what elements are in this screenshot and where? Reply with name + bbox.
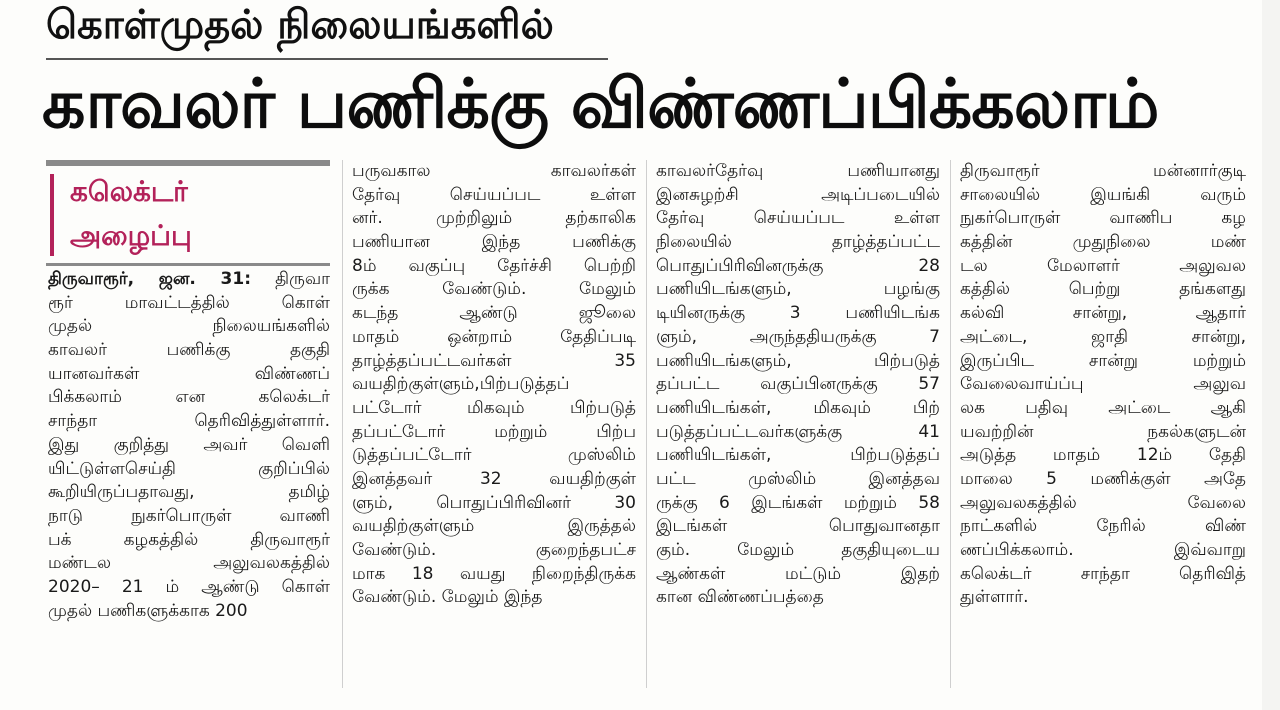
text-line: பருவகால காவலர்கள் — [352, 161, 636, 181]
text-line — [48, 268, 330, 292]
text-line: பட்ட முஸ்லிம் இனத்தவ — [656, 468, 940, 489]
page-edge — [1262, 0, 1280, 710]
text-line: பணியிடங்களும், பிற்படுத் — [656, 350, 940, 371]
subhead-line: அழைப்பு — [70, 219, 192, 252]
text-line: வேலைவாய்ப்பு அலுவ — [960, 374, 1246, 395]
text-line: இருப்பிட சான்று மற்றும் — [960, 350, 1246, 371]
text-line: திருவாரூர் மன்னார்குடி — [960, 161, 1246, 181]
text-line: ருக்கு 6 இடங்கள் மற்றும் 58 — [656, 492, 940, 513]
text-line: சாலையில் இயங்கி வரும் — [960, 184, 1246, 205]
text-line: ணப்பிக்கலாம். இவ்வாறு — [960, 540, 1246, 560]
text-line: வேண்டும். மேலும் இந்த — [352, 587, 543, 608]
text-line-rest: திருவா — [251, 269, 330, 289]
text-line: பொதுப்பிரிவினருக்கு 28 — [656, 255, 940, 276]
text-line: இனத்தவர் 32 வயதிற்குள் — [352, 468, 636, 489]
column-divider — [646, 160, 647, 688]
text-line: கத்தில் பெற்று தங்களது — [960, 279, 1246, 300]
text-line: படுத்தப்பட்டவர்களுக்கு 41 — [656, 421, 940, 442]
text-line: பக் கழகத்தில் திருவாரூர் — [48, 529, 330, 550]
text-line: வயதிற்குள்ளும் இருத்தல் — [352, 516, 636, 537]
text-line: வேண்டும். குறைந்தபட்ச — [352, 540, 636, 560]
text-line: லக பதிவு அட்டை ஆகி — [960, 397, 1246, 418]
subhead-rule-top — [46, 160, 330, 166]
text-line: மாலை 5 மணிக்குள் அதே — [960, 468, 1246, 489]
text-line: கும். மேலும் தகுதியுடைய — [656, 540, 940, 560]
text-line: பிக்கலாம் என கலெக்டர் — [48, 387, 330, 408]
subhead-line: கலெக்டர் — [70, 175, 188, 208]
text-line: சாந்தா தெரிவித்துள்ளார். — [48, 411, 330, 432]
dateline: திருவாரூர், ஜன. 31: — [48, 269, 252, 289]
text-line: முதல் நிலையங்களில் — [48, 316, 330, 337]
text-line: அடுத்த மாதம் 12ம் தேதி — [960, 445, 1246, 466]
text-line: மாக 18 வயது நிறைந்திருக்க — [352, 563, 636, 584]
text-line: ருக்க வேண்டும். மேலும் — [352, 279, 636, 300]
subhead-accent-bar — [50, 174, 54, 256]
text-line: யிட்டுள்ளசெய்தி குறிப்பில் — [48, 458, 330, 479]
text-line: கான விண்ணப்பத்தை — [656, 587, 824, 608]
column-3 — [656, 160, 940, 610]
text-line: யவற்றின் நகல்களுடன் — [960, 421, 1246, 442]
text-line: தாழ்த்தப்பட்டவர்கள் 35 — [352, 350, 636, 371]
text-line: ளும், பொதுப்பிரிவினர் 30 — [352, 492, 636, 513]
text-line: வயதிற்குள்ளும்,பிற்படுத்தப் — [352, 374, 570, 395]
column-divider — [950, 160, 951, 688]
text-line: தேர்வு செய்யப்பட உள்ள — [656, 208, 940, 229]
text-line: அட்டை, ஜாதி சான்று, — [960, 326, 1246, 347]
text-line: நாடு நுகர்பொருள் வாணி — [48, 505, 330, 526]
text-line: னர். முற்றிலும் தற்காலிக — [352, 208, 636, 229]
column-1 — [48, 268, 330, 623]
headline: காவலர் பணிக்கு விண்ணப்பிக்கலாம் — [42, 65, 1159, 144]
text-line: பணியிடங்கள், பிற்படுத்தப் — [656, 445, 940, 466]
text-line: காவலர்தேர்வு பணியானது — [656, 161, 940, 181]
text-line: ரூர் மாவட்டத்தில் கொள் — [48, 292, 330, 313]
text-line: டியினருக்கு 3 பணியிடங்க — [656, 303, 940, 324]
subhead-rule-bottom — [46, 263, 330, 266]
text-line: அலுவலகத்தில் வேலை — [960, 492, 1246, 513]
column-divider — [342, 160, 343, 688]
text-line: பணியிடங்களும், பழங்கு — [656, 279, 940, 300]
text-line: கடந்த ஆண்டு ஜூலை — [352, 303, 636, 324]
text-line: மாதம் ஒன்றாம் தேதிப்படி — [352, 326, 636, 347]
text-line: பணியிடங்கள், மிகவும் பிற் — [656, 397, 940, 418]
subhead — [70, 170, 320, 258]
text-line: 8ம் வகுப்பு தேர்ச்சி பெற்றி — [352, 255, 636, 276]
text-line: தப்பட்ட வகுப்பினருக்கு 57 — [656, 374, 940, 395]
text-line: ஆண்கள் மட்டும் இதற் — [656, 563, 940, 584]
text-line: தப்பட்டோர் மற்றும் பிற்ப — [352, 421, 636, 442]
column-4 — [960, 160, 1246, 610]
text-line: பணியான இந்த பணிக்கு — [352, 232, 636, 253]
text-line: ளும், அருந்ததியருக்கு 7 — [656, 326, 940, 347]
text-line: பட்டோர் மிகவும் பிற்படுத் — [352, 397, 636, 418]
kicker: கொள்முதல் நிலையங்களில் — [46, 2, 554, 48]
text-line: மண்டல அலுவலகத்தில் — [48, 553, 330, 574]
text-line: இடங்கள் பொதுவானதா — [656, 516, 940, 537]
text-line: டுத்தப்பட்டோர் முஸ்லிம் — [352, 445, 636, 466]
text-line: நுகர்பொருள் வாணிப கழ — [960, 208, 1246, 229]
text-line: துள்ளார். — [960, 587, 1029, 608]
text-line: இது குறித்து அவர் வெளி — [48, 434, 330, 455]
text-line: நாட்களில் நேரில் விண் — [960, 516, 1246, 537]
text-line: கலெக்டர் சாந்தா தெரிவித் — [960, 563, 1246, 584]
text-line: யானவர்கள் விண்ணப் — [48, 363, 330, 384]
text-line: கத்தின் முதுநிலை மண் — [960, 232, 1246, 253]
text-line: காவலர் பணிக்கு தகுதி — [48, 340, 330, 361]
text-line: கல்வி சான்று, ஆதார் — [960, 303, 1246, 324]
text-line: 2020– 21 ம் ஆண்டு கொள் — [48, 576, 330, 597]
text-line: இனசுழற்சி அடிப்படையில் — [656, 184, 940, 205]
text-line: தேர்வு செய்யப்பட உள்ள — [352, 184, 636, 205]
text-line: கூறியிருப்பதாவது, தமிழ் — [48, 482, 330, 503]
text-line: டல மேலாளர் அலுவல — [960, 255, 1246, 276]
column-2 — [352, 160, 636, 610]
text-line: முதல் பணிகளுக்காக 200 — [48, 600, 248, 621]
text-line: நிலையில் தாழ்த்தப்பட்ட — [656, 232, 940, 253]
kicker-rule — [46, 58, 608, 60]
